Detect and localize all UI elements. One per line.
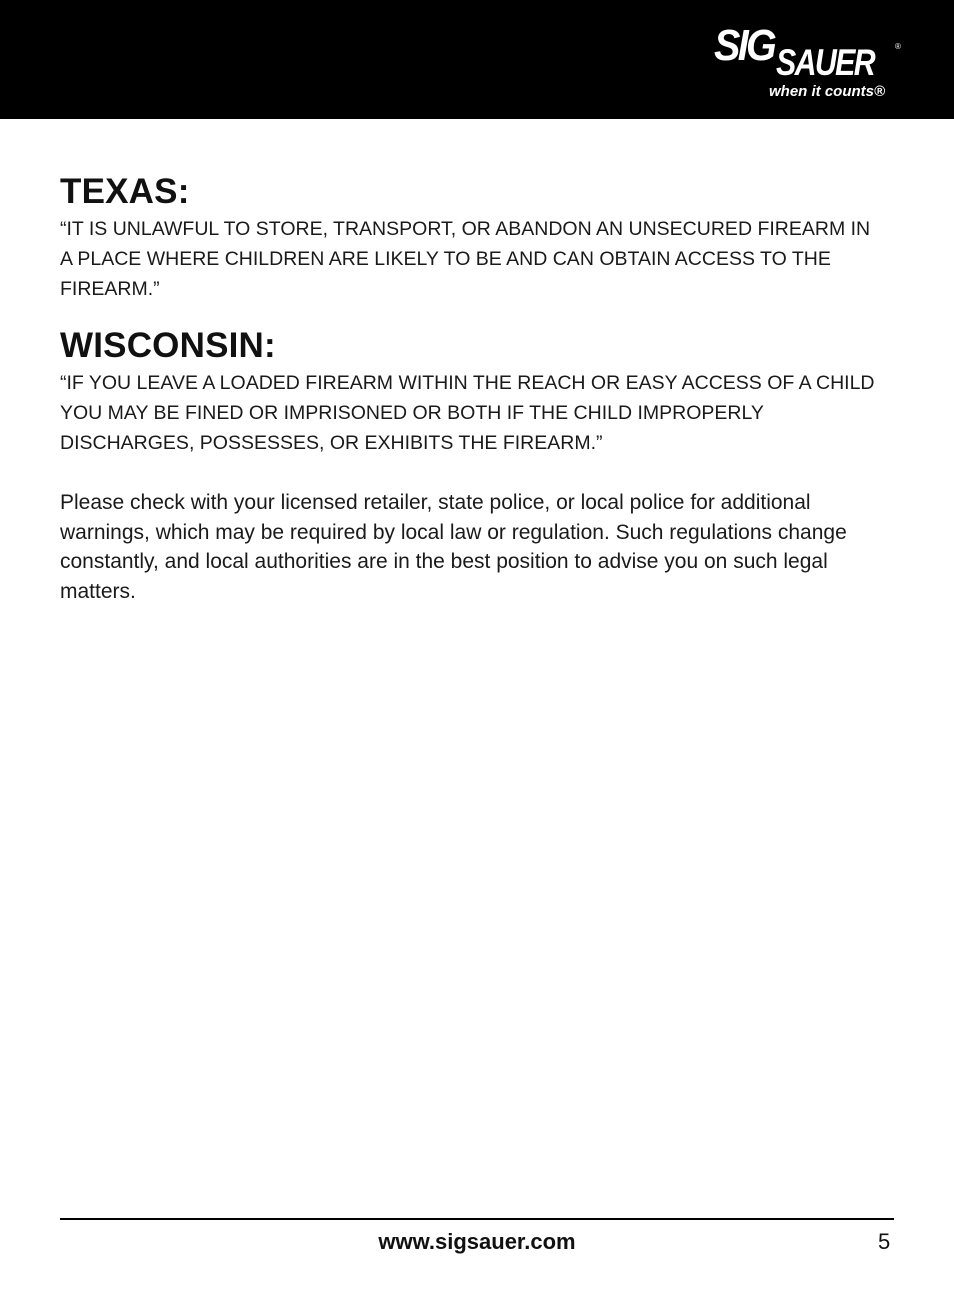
section-spacer — [60, 304, 880, 324]
logo-sauer-text: SAUER — [776, 42, 875, 83]
section-heading-wisconsin: WISCONSIN: — [60, 326, 276, 365]
logo-registered-mark: ® — [895, 42, 901, 51]
page-content — [60, 170, 880, 607]
retailer-notice: Please check with your licensed retailer, state police, or local police for additional warnings, which may be required by local law or regulation. Such regulations change constantly, and local authorities are in the best position to advise you on such legal matters. — [60, 491, 847, 604]
section-quote-texas: “IT IS UNLAWFUL TO STORE, TRANSPORT, OR ABANDON AN UNSECURED FIREARM IN A PLACE WHERE CHILDREN ARE LIKELY TO BE AND CAN OBTAIN ACCESS TO THE FIREARM.” — [60, 218, 871, 300]
section-heading-texas: TEXAS: — [60, 172, 190, 211]
footer-website-url: www.sigsauer.com — [378, 1229, 576, 1254]
logo-sig-text: SIG — [714, 21, 775, 70]
logo-tagline: when it counts® — [769, 83, 886, 100]
footer-divider — [60, 1218, 894, 1220]
page-number: 5 — [878, 1229, 891, 1254]
section-quote-wisconsin: “IF YOU LEAVE A LOADED FIREARM WITHIN THE REACH OR EASY ACCESS OF A CHILD YOU MAY BE FINED OR IMPRISONED OR BOTH IF THE CHILD IMPROPERLY DISCHARGES, POSSESSES, OR EXHIBITS THE FIREARM.” — [60, 372, 875, 454]
section-wisconsin — [60, 324, 880, 458]
header-bar — [0, 0, 954, 119]
section-texas — [60, 170, 880, 304]
sig-sauer-logo — [712, 22, 908, 104]
